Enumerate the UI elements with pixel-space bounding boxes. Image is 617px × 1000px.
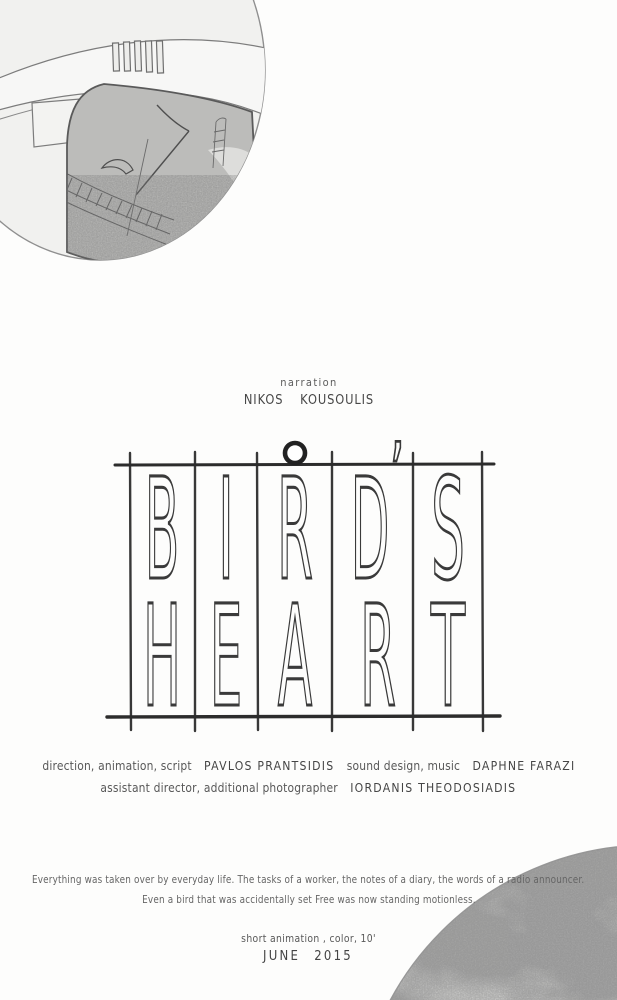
narration-credit bbox=[0, 376, 617, 408]
footer-format: short animation , color, 10' bbox=[241, 933, 376, 945]
title-letter: A bbox=[277, 574, 313, 739]
credits bbox=[0, 758, 617, 795]
footer bbox=[0, 933, 617, 964]
credit-role: sound design, music bbox=[346, 759, 460, 773]
cage-bar bbox=[482, 452, 483, 731]
title-letter: R bbox=[360, 575, 396, 739]
title-apostrophe: ’ bbox=[389, 440, 405, 526]
birdcage-title bbox=[100, 440, 512, 746]
cage-bar bbox=[257, 453, 258, 730]
title-letter: B bbox=[144, 447, 180, 612]
title-letter: D bbox=[350, 447, 390, 612]
credit-line-1 bbox=[42, 758, 575, 773]
credit-line-2 bbox=[101, 780, 517, 795]
planet-grain-texture bbox=[330, 820, 617, 1000]
synopsis-line-1: Everything was taken over by everyday life. The tasks of a worker, the notes of a diary, the words of a radio announcer. bbox=[32, 874, 585, 886]
narration-label: narration bbox=[279, 376, 338, 389]
credit-name: IORDANIS THEODOSIADIS bbox=[350, 780, 517, 795]
credit-role: direction, animation, script bbox=[41, 759, 192, 773]
window-grain-texture bbox=[60, 175, 260, 272]
credit-name: DAPHNE FARAZI bbox=[472, 758, 576, 773]
cage-bar bbox=[130, 453, 131, 730]
planet-illustration bbox=[330, 820, 617, 1000]
title-letter: S bbox=[431, 448, 465, 612]
credit-role: assistant director, additional photographer bbox=[100, 781, 339, 795]
synopsis-line-2: Even a bird that was accidentally set Free was now standing motionless. bbox=[141, 894, 476, 906]
narration-name: NIKOS KOUSOULIS bbox=[243, 393, 374, 408]
title-letter: I bbox=[218, 448, 234, 612]
credit-name: PAVLOS PRANTSIDIS bbox=[203, 758, 335, 773]
title-letter: E bbox=[209, 575, 243, 739]
title-letter: T bbox=[430, 576, 466, 740]
synopsis bbox=[0, 874, 617, 906]
title-letter: H bbox=[143, 574, 181, 739]
surveillance-dome-illustration bbox=[0, 0, 312, 272]
title-row2 bbox=[143, 575, 466, 740]
footer-date: JUNE 2015 bbox=[263, 949, 354, 964]
title-letter: R bbox=[277, 448, 313, 612]
